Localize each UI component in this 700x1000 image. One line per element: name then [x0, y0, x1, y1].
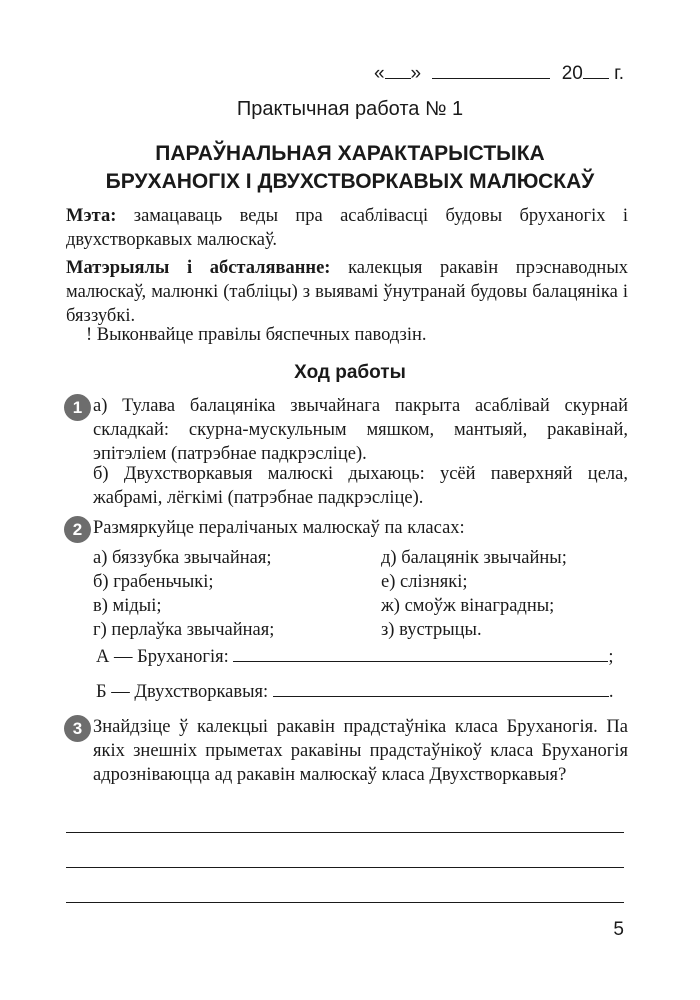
page-title-line2: БРУХАНОГІХ І ДВУХСТВОРКАВЫХ МАЛЮСКАЎ: [105, 170, 595, 193]
goal-paragraph: [66, 204, 628, 252]
day-blank[interactable]: [385, 64, 411, 79]
page-number: 5: [613, 919, 624, 940]
page-title-line1: ПАРАЎНАЛЬНАЯ ХАРАКТАРЫСТЫКА: [155, 142, 545, 165]
task-1-part-a: а) Тулава балацяніка звычайнага пакрыта асаблівай скурнай складкай: скурна-мускульным мяшком, мантыяй, ракавінай, эпітэліем (патрэбнае падкрэсліце).: [93, 396, 628, 464]
list-item: г) перлаўка звычайная;: [93, 620, 275, 640]
year-suffix: г.: [614, 63, 624, 84]
answer-bivalvia-end: .: [608, 682, 614, 702]
work-title: Практычная работа № 1: [236, 98, 464, 120]
answer-line[interactable]: [66, 902, 624, 903]
task-2-left-list: [93, 546, 274, 642]
answer-bivalvia-blank[interactable]: [273, 682, 609, 697]
task-2-right-list: [381, 546, 567, 642]
task-2-text: Размяркуйце пералічаных малюскаў па класах:: [93, 518, 465, 538]
task-1-part-b: б) Двухстворкавыя малюскі дыхаюць: усёй паверхняй цела, жабрамі, лёгкімі (патрэбнае падкрэсліце).: [93, 464, 628, 508]
list-item: а) бяззубка звычайная;: [93, 548, 272, 568]
list-item: ж) смоўж вінаградны;: [381, 596, 555, 616]
date-open-quote: «: [373, 63, 385, 84]
task-2-number-badge: 2: [64, 516, 91, 543]
progress-heading: Ход работы: [294, 362, 406, 383]
list-item: в) мідыі;: [93, 596, 162, 616]
materials-text: калекцыя ракавін прэснаводных малюскаў, малюнкі (табліцы) з выявамі ўнутранай будовы балацяніка і бяззубкі.: [66, 258, 628, 326]
goal-text: замацаваць веды пра асаблівасці будовы бруханогіх і двухстворкавых малюскаў.: [66, 206, 629, 250]
list-item: е) слізнякі;: [381, 572, 468, 592]
safety-note: ! Выконвайце правілы бяспечных паводзін.: [86, 325, 427, 345]
list-item: б) грабеньчыкі;: [93, 572, 214, 592]
year-prefix: 20: [561, 63, 583, 84]
task-3-text: Знайдзіце ў калекцыі ракавін прадстаўніка класа Бруханогія. Па якіх знешніх прыметах ракавіны прадстаўнікоў класа Бруханогія адрозніваюцца ад ракавін малюскаў класа Двухстворкавыя?: [93, 717, 628, 785]
list-item: д) балацянік звычайны;: [381, 548, 567, 568]
materials-paragraph: [66, 256, 628, 328]
answer-gastropoda-end: ;: [608, 647, 614, 667]
goal-label: Мэта:: [66, 206, 117, 226]
year-blank[interactable]: [583, 64, 609, 79]
answer-gastropoda-row: [96, 647, 614, 668]
answer-bivalvia-row: [96, 682, 613, 703]
answer-gastropoda-label: А — Бруханогія:: [96, 647, 229, 667]
answer-bivalvia-label: Б — Двухстворкавыя:: [96, 682, 269, 702]
date-line: [374, 63, 624, 85]
answer-line[interactable]: [66, 832, 624, 833]
materials-label: Матэрыялы і абсталяванне:: [66, 258, 331, 278]
answer-line[interactable]: [66, 867, 624, 868]
task-3-number-badge: 3: [64, 715, 91, 742]
list-item: з) вустрыцы.: [381, 620, 482, 640]
month-blank[interactable]: [432, 64, 550, 79]
date-close-quote: »: [410, 63, 422, 84]
answer-gastropoda-blank[interactable]: [233, 647, 608, 662]
task-1-number-badge: 1: [64, 394, 91, 421]
page-title: [0, 140, 700, 196]
